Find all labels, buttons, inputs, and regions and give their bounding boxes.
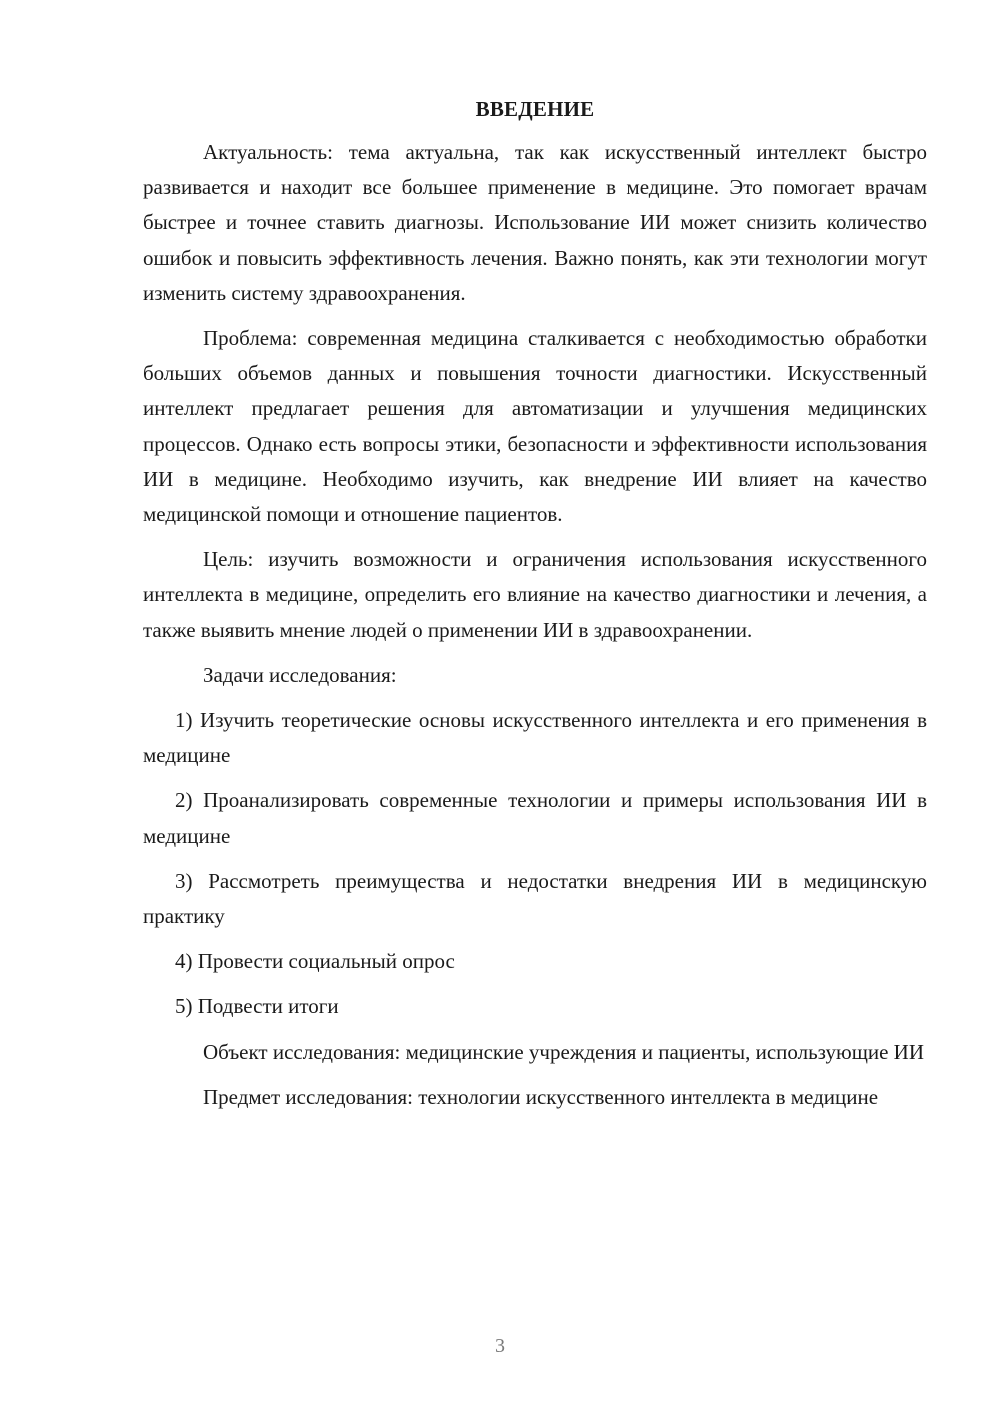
task-item-5: 5) Подвести итоги [175,994,339,1019]
task-item-4: 4) Провести социальный опрос [175,949,455,974]
document-page [143,92,927,1125]
problem-paragraph: Проблема: современная медицина сталкивается с необходимостью обработки больших объемов данных и повышения точности диагностики. Искусственный интеллект предлагает решения для автоматизации и улучшения медицинских процессов. Однако есть вопросы этики, безопасности и эффективности использования ИИ в медицине. Необходимо изучить, как внедрение ИИ влияет на качество медицинской помощи и отношение пациентов. [143,326,927,527]
tasks-heading: Задачи исследования: [203,662,397,687]
research-subject-paragraph: Предмет исследования: технологии искусственного интеллекта в медицине [203,1084,879,1109]
task-item-3: 3) Рассмотреть преимущества и недостатки внедрения ИИ в медицинскую практику [143,868,927,929]
page-number: 3 [495,1335,505,1357]
section-heading: ВВЕДЕНИЕ [475,97,595,121]
task-item-2: 2) Проанализировать современные технологии и примеры использования ИИ в медицине [143,788,927,848]
goal-paragraph: Цель: изучить возможности и ограничения использования искусственного интеллекта в медицине, определить его влияние на качество диагностики и лечения, а также выявить мнение людей о применении ИИ в здравоохранении. [143,547,927,642]
relevance-paragraph: Актуальность: тема актуальна, так как искусственный интеллект быстро развивается и находит все большее применение в медицине. Это помогает врачам быстрее и точнее ставить диагнозы. Использование ИИ может снизить количество ошибок и повысить эффективность лечения. Важно понять, как эти технологии могут изменить систему здравоохранения. [143,140,927,305]
research-object-paragraph: Объект исследования: медицинские учреждения и пациенты, использующие ИИ [203,1039,925,1064]
task-item-1: 1) Изучить теоретические основы искусственного интеллекта и его применения в медицине [143,708,927,768]
